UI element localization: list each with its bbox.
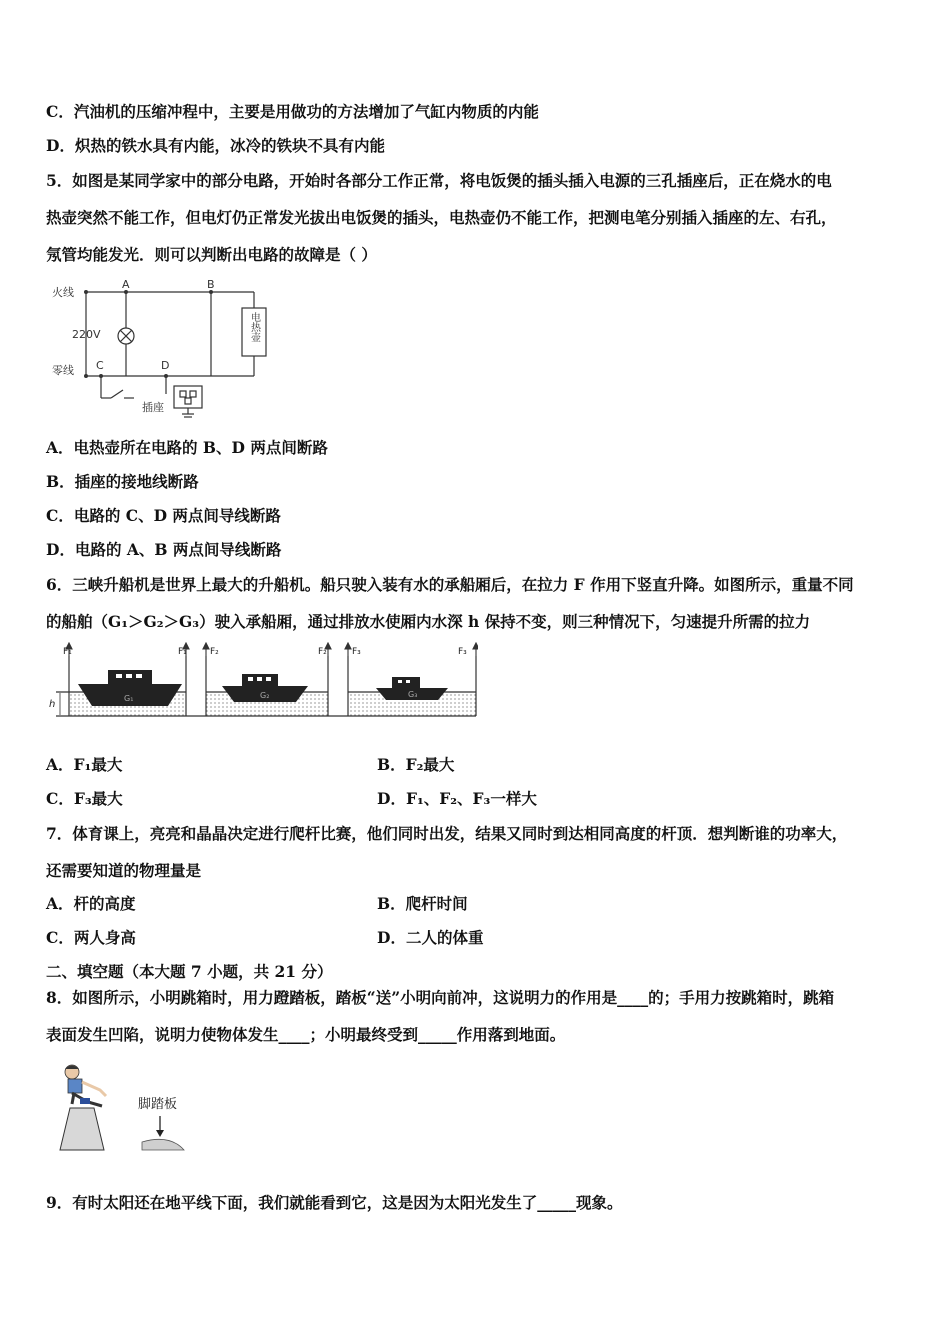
f2-right-label: F₂ (318, 647, 327, 657)
f1-right-label: F₁ (178, 647, 187, 657)
g1-label: G₁ (124, 694, 134, 703)
question-8-line-1: 8．如图所示，小明跳箱时，用力蹬踏板，踏板“送”小明向前冲，这说明力的作用是____的；手用力按跳箱时，跳箱 (46, 988, 835, 1007)
f2-left-label: F₂ (210, 647, 219, 657)
question-6-line-1: 6．三峡升船机是世界上最大的升船机。船只驶入装有水的承船厢后，在拉力 F 作用下竖直升降。如图所示，重量不同 (46, 575, 854, 594)
question-5-line-2: 热壶突然不能工作，但电灯仍正常发光拔出电饭煲的插头，电热壶仍不能工作，把测电笔分别插入插座的左、右孔， (46, 208, 837, 227)
q5-option-a: A．电热壶所在电路的 B、D 两点间断路 (46, 438, 328, 457)
question-7-line-1: 7．体育课上，亮亮和晶晶决定进行爬杆比赛，他们同时出发，结果又同时到达相同高度的杆顶．想判断谁的功率大， (46, 824, 848, 843)
q7-option-d: D．二人的体重 (377, 928, 484, 947)
f3-right-label: F₃ (458, 647, 467, 657)
circuit-diagram (46, 276, 276, 421)
question-5-line-1: 5．如图是某同学家中的部分电路，开始时各部分工作正常，将电饭煲的插头插入电源的三孔插座后，正在烧水的电 (46, 171, 832, 190)
g2-label: G₂ (260, 691, 270, 700)
h-label: h (49, 699, 56, 710)
q6-option-c: C．F₃最大 (46, 789, 123, 808)
f1-left-label: F₁ (63, 647, 72, 657)
c-option-line: C．汽油机的压缩冲程中，主要是用做功的方法增加了气缸内物质的内能 (46, 102, 539, 121)
g3-label: G₃ (408, 690, 418, 699)
live-wire-label: 火线 (52, 286, 74, 299)
q5-option-c: C．电路的 C、D 两点间导线断路 (46, 506, 281, 525)
question-5-line-3: 氖管均能发光．则可以判断出电路的故障是（ ） (46, 245, 377, 264)
ship-lift-diagram (46, 642, 478, 722)
d-option-line: D．炽热的铁水具有内能，冰冷的铁块不具有内能 (46, 136, 385, 155)
socket-label: 插座 (142, 401, 164, 414)
question-7-line-2: 还需要知道的物理量是 (46, 861, 202, 880)
neutral-wire-label: 零线 (52, 364, 74, 377)
q5-option-d: D．电路的 A、B 两点间导线断路 (46, 540, 282, 559)
question-8-line-2: 表面发生凹陷，说明力使物体发生____；小明最终受到_____作用落到地面。 (46, 1025, 566, 1044)
pedal-label: 脚踏板 (138, 1097, 178, 1112)
q7-option-a: A．杆的高度 (46, 894, 136, 913)
q6-option-b: B．F₂最大 (377, 755, 455, 774)
section-2-heading: 二、填空题（本大题 7 小题，共 21 分） (46, 962, 333, 981)
point-a-label: A (122, 278, 130, 291)
jump-box-figure (50, 1060, 200, 1156)
kettle-label: 电热壶 (248, 312, 260, 342)
point-c-label: C (96, 359, 104, 372)
q7-option-c: C．两人身高 (46, 928, 136, 947)
question-6-line-2: 的船舶（G₁＞G₂＞G₃）驶入承船厢，通过排放水使厢内水深 h 保持不变，则三种情况下，匀速提升所需的拉力 (46, 612, 811, 631)
q5-option-b: B．插座的接地线断路 (46, 472, 199, 491)
question-9-line-1: 9．有时太阳还在地平线下面，我们就能看到它，这是因为太阳光发生了_____现象。 (46, 1193, 623, 1212)
voltage-label: 220V (72, 328, 101, 341)
q7-option-b: B．爬杆时间 (377, 894, 468, 913)
q6-option-d: D．F₁、F₂、F₃一样大 (377, 789, 537, 808)
point-b-label: B (207, 278, 215, 291)
q6-option-a: A．F₁最大 (46, 755, 123, 774)
point-d-label: D (161, 359, 170, 372)
f3-left-label: F₃ (352, 647, 361, 657)
